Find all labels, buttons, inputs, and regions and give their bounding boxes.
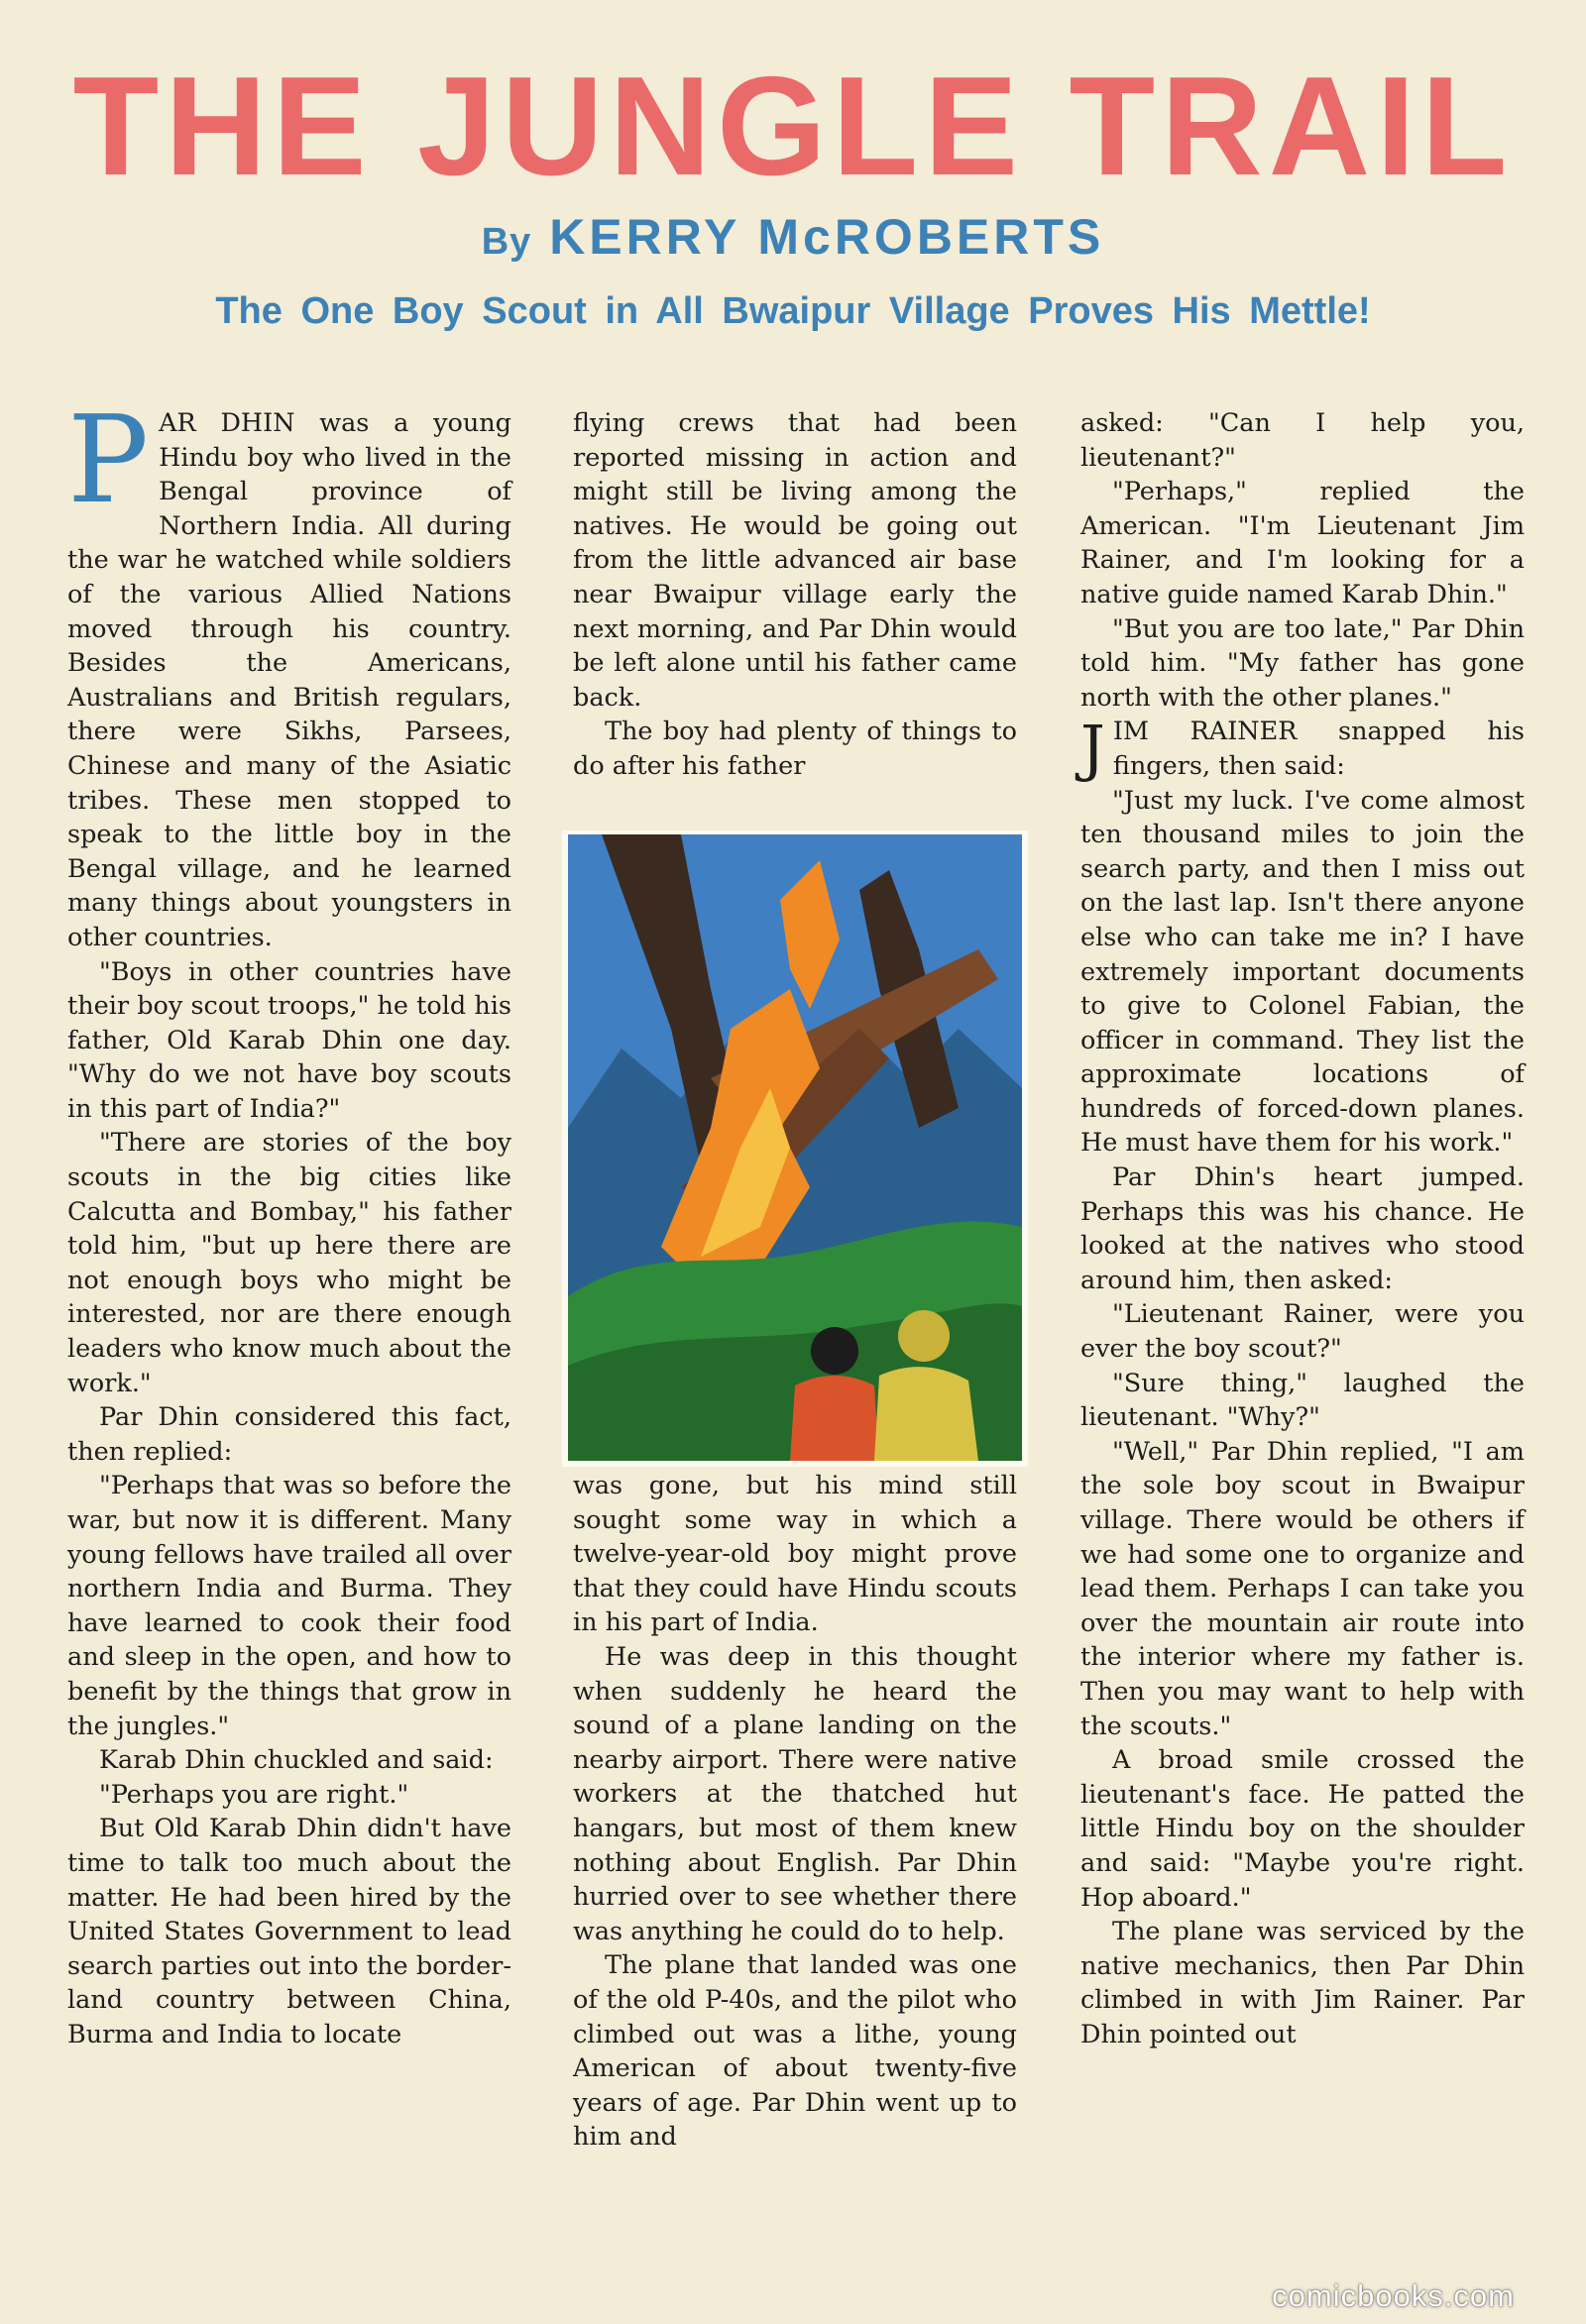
- story-paragraph: Karab Dhin chuckled and said:: [99, 1745, 494, 1776]
- story-paragraph: The plane was serviced by the native mechanics, then Par Dhin climbed in with Jim Rainer. Par Dhin pointed out: [1080, 1917, 1525, 2049]
- story-paragraph: "Lieutenant Rainer, were you ever the boy scout?": [1080, 1299, 1525, 1365]
- author-name: KERRY McROBERTS: [549, 209, 1105, 265]
- story-paragraph: But Old Karab Dhin didn't have time to talk too much about the matter. He had been hired by the United States Government to lead search parties out into the border-land country between China, Burma and India to locate: [67, 1814, 511, 2049]
- story-paragraph: "Sure thing," laughed the lieutenant. "Why?": [1080, 1368, 1525, 1433]
- boy-figure: [790, 1376, 879, 1461]
- text-column-3: [1080, 406, 1525, 2052]
- story-paragraph: The plane that landed was one of the old P-40s, and the pilot who climbed out was a lithe, young American of about twenty-five years of age. Par Dhin went up to him and: [573, 1950, 1017, 2153]
- crashed-plane-illustration: [562, 830, 1028, 1467]
- text-column-2-top: [573, 406, 1017, 784]
- pilot-head: [898, 1310, 950, 1362]
- paragraph-text: IM RAINER snapped his fingers, then said:: [1112, 717, 1525, 781]
- story-paragraph: "But you are too late," Par Dhin told him. "My father has gone north with the other planes.": [1080, 613, 1525, 713]
- story-paragraph: "Well," Par Dhin replied, "I am the sole boy scout in Bwaipur village. There would be others if we had some one to organize and lead them. Perhaps I can take you over the mountain air route into the interior where my father is. Then you may want to help with the scouts.": [1080, 1436, 1525, 1741]
- story-paragraph: "Perhaps that was so before the war, but now it is different. Many young fellows have trailed all over northern India and Burma. They have learned to cook their food and sleep in the open, and how to benefit by the things that grow in the jungles.": [67, 1471, 511, 1741]
- story-title: THE JUNGLE TRAIL: [72, 48, 1514, 205]
- drop-cap: J: [1080, 712, 1105, 785]
- story-paragraph: He was deep in this thought when suddenly he heard the sound of a plane landing on the nearby airport. There were native workers at the thatched hut hangars, but most of them knew nothing about English. Par Dhin hurried over to see whether there was anything he could do to help.: [573, 1641, 1017, 1946]
- story-paragraph: Par Dhin considered this fact, then replied:: [67, 1402, 511, 1467]
- text-column-1: [67, 389, 511, 2052]
- drop-cap: P: [67, 389, 150, 530]
- story-paragraph: "Perhaps you are right.": [99, 1779, 409, 1810]
- story-paragraph: "Just my luck. I've come almost ten thousand miles to join the search party, and then I miss out on the last lap. Isn't there anyone else who can take me in? I have extremely important documents to give to Colonel Fabian, the officer in command. They list the approximate locations of hundreds of forced-down planes. He must have them for his work.": [1080, 785, 1525, 1159]
- watermark: comicbooks.com: [1272, 2278, 1515, 2313]
- pilot-figure: [874, 1367, 978, 1461]
- story-paragraph: A broad smile crossed the lieutenant's face. He patted the little Hindu boy on the shoulder and said: "Maybe you're right. Hop aboard.": [1080, 1745, 1525, 1913]
- story-paragraph: [573, 1469, 1017, 1640]
- byline: [0, 208, 1586, 266]
- story-paragraph: The boy had plenty of things to do after his father: [573, 717, 1017, 781]
- story-paragraph: "Boys in other countries have their boy scout troops," he told his father, Old Karab Dhin one day. "Why do we not have boy scouts in this part of India?": [67, 956, 511, 1124]
- boy-head: [811, 1327, 858, 1375]
- story-paragraph: "There are stories of the boy scouts in the big cities like Calcutta and Bombay," his father told him, "but up here there are not enough boys who might be interested, nor are there enough leaders who know much about the work.": [67, 1128, 511, 1398]
- story-paragraph: [573, 406, 1017, 715]
- paragraph-text: AR DHIN was a young Hindu boy who lived in the Bengal province of Northern India. All during the war he watched while soldiers of the various Allied Nations moved through his country. Besides the Americans, Australians and British regulars, there were Sikhs, Parsees, Chinese and many of the Asiatic tribes. These men stopped to speak to the little boy in the Bengal village, and he learned many things about youngsters in other countries.: [67, 408, 511, 952]
- story-paragraph: [67, 389, 511, 955]
- byline-by: By: [481, 221, 532, 263]
- text-column-2-bottom: [573, 1469, 1017, 2155]
- story-subtitle: The One Boy Scout in All Bwaipur Village Proves His Mettle!: [215, 290, 1371, 332]
- paragraph-text: asked: "Can I help you, lieutenant?": [1080, 408, 1525, 473]
- story-paragraph: Par Dhin's heart jumped. Perhaps this was his chance. He looked at the natives who stood around him, then asked:: [1080, 1162, 1525, 1295]
- story-paragraph: [1080, 712, 1525, 785]
- text-column-2: [573, 406, 1017, 2153]
- story-illustration: [562, 830, 1028, 1467]
- story-paragraph: [1080, 406, 1525, 475]
- paragraph-text: flying crews that had been reported missing in action and might still be living among the natives. He would be going out from the little advanced air base near Bwaipur village early the next morning, and Par Dhin would be left alone until his father came back.: [573, 408, 1017, 713]
- story-paragraph: "Perhaps," replied the American. "I'm Lieutenant Jim Rainer, and I'm looking for a native guide named Karab Dhin.": [1080, 477, 1525, 609]
- paragraph-text: was gone, but his mind still sought some way in which a twelve-year-old boy might prove that they could have Hindu scouts in his part of India.: [573, 1471, 1017, 1638]
